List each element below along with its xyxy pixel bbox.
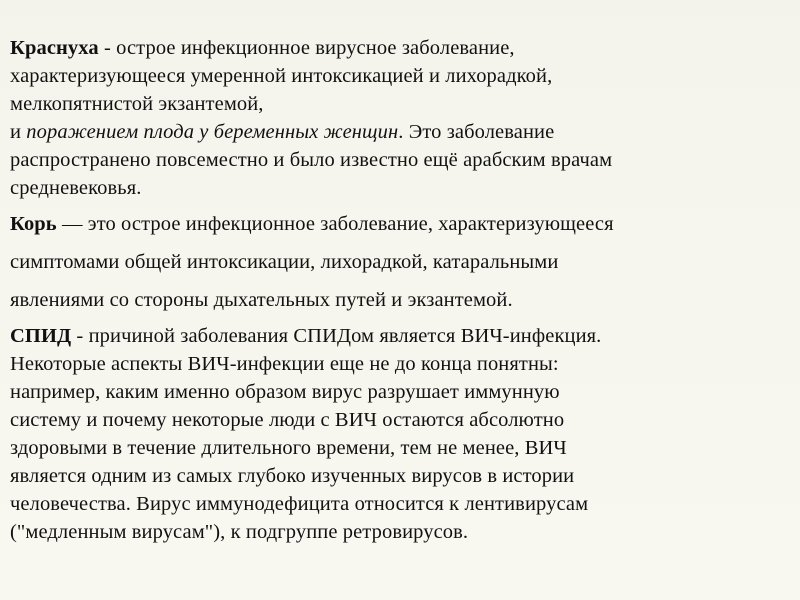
aids-paragraph [10, 322, 790, 546]
measles-line-2: симптомами общей интоксикации, лихорадкой, катаральными [10, 251, 559, 273]
rubella-line-1 [10, 34, 790, 62]
aids-line-3: например, каким именно образом вирус разрушает иммунную [10, 381, 560, 403]
aids-line-6: является одним из самых глубоко изученных вирусов в истории [10, 465, 575, 487]
aids-line-4: систему и почему некоторые люди с ВИЧ остаются абсолютно [10, 409, 565, 431]
rubella-italic-phrase: поражением плода у беременных женщин [26, 121, 399, 143]
aids-term: СПИД [10, 325, 72, 347]
measles-line-1 [10, 205, 790, 243]
rubella-line-5: распространено повсеместно и было известно ещё арабским врачам [10, 149, 613, 171]
slide-text-body [10, 34, 790, 546]
slide-top-band [0, 0, 800, 16]
rubella-line-2: характеризующееся умеренной интоксикацией и лихорадкой, [10, 65, 553, 87]
rubella-term: Краснуха [10, 37, 99, 59]
rubella-line-1-text: - острое инфекционное вирусное заболевание, [98, 37, 515, 59]
aids-line-1-text: - причиной заболевания СПИДом является ВИЧ-инфекция. [71, 325, 602, 347]
rubella-paragraph [10, 34, 790, 202]
aids-line-1 [10, 322, 790, 350]
rubella-line-3: мелкопятнистой экзантемой, [10, 93, 264, 115]
aids-line-5: здоровыми в течение длительного времени, тем не менее, ВИЧ [10, 437, 567, 459]
rubella-line-4-end: . Это заболевание [398, 121, 555, 143]
aids-line-8: ("медленным вирусам"), к подгруппе ретровирусов. [10, 521, 469, 543]
measles-line-1-text: — это острое инфекционное заболевание, характеризующееся [56, 213, 614, 235]
measles-term: Корь [10, 213, 57, 235]
rubella-line-6: средневековья. [10, 177, 142, 199]
rubella-line-4-start: и [10, 121, 27, 143]
rubella-line-4 [10, 118, 790, 146]
aids-line-7: человечества. Вирус иммунодефицита относится к лентивирусам [10, 493, 589, 515]
measles-paragraph [10, 205, 790, 319]
aids-line-2: Некоторые аспекты ВИЧ-инфекции еще не до конца понятны: [10, 353, 559, 375]
measles-line-3: явлениями со стороны дыхательных путей и экзантемой. [10, 289, 513, 311]
